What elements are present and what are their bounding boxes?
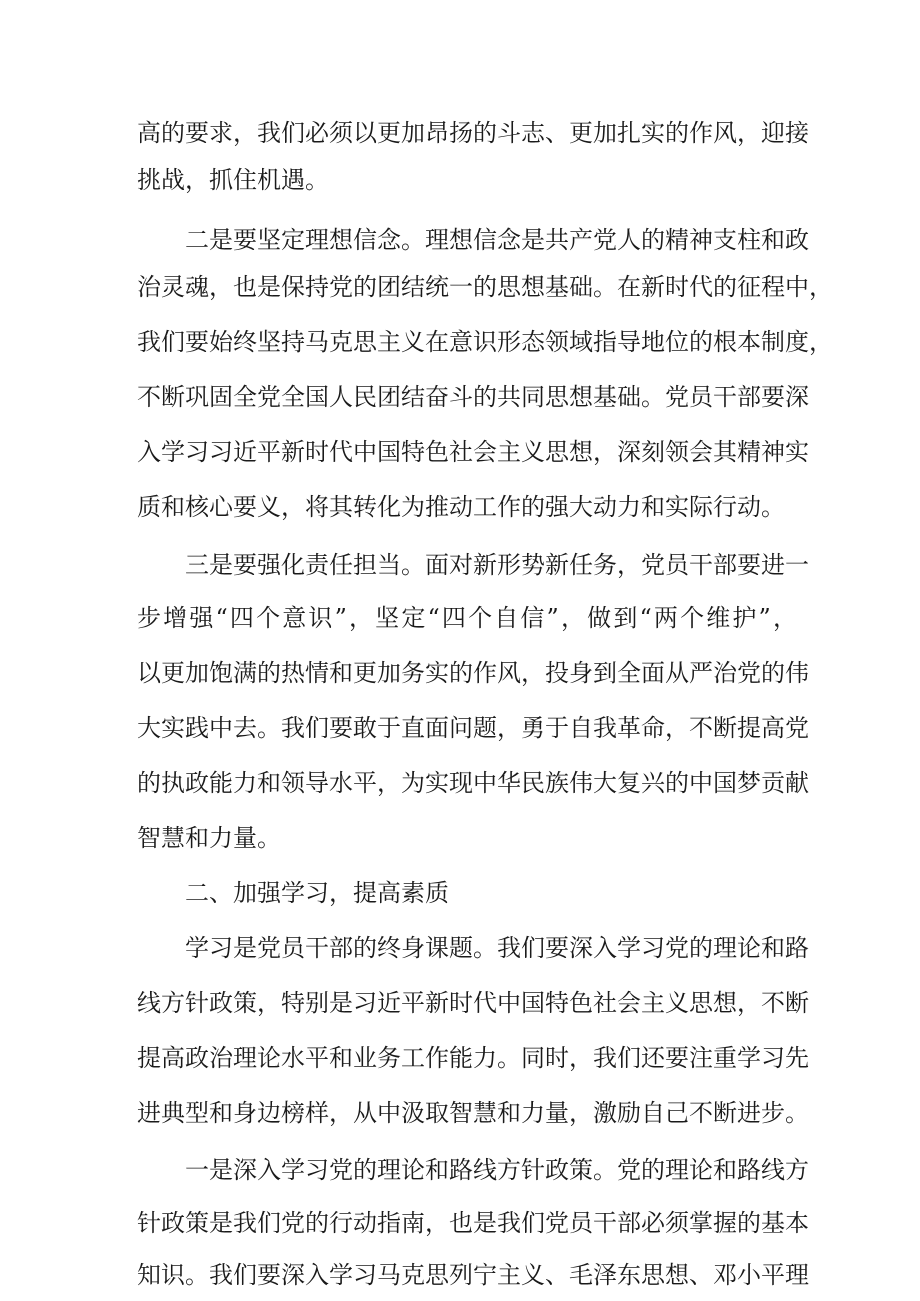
text-line: 一是深入学习党的理论和路线方针政策。党的理论和路线方 <box>185 1156 809 1184</box>
text-line: 治灵魂，也是保持党的团结统一的思想基础。在新时代的征程中， <box>137 273 833 301</box>
text-line: 入学习习近平新时代中国特色社会主义思想，深刻领会其精神实 <box>137 438 809 466</box>
text-line: 学习是党员干部的终身课题。我们要深入学习党的理论和路 <box>185 934 809 962</box>
text-line: 挑战，抓住机遇。 <box>137 166 329 194</box>
text-line: 智慧和力量。 <box>137 824 281 852</box>
text-line: 知识。我们要深入学习马克思列宁主义、毛泽东思想、邓小平理 <box>137 1261 809 1289</box>
text-line: 二是要坚定理想信念。理想信念是共产党人的精神支柱和政 <box>185 226 809 254</box>
text-line: 提高政治理论水平和业务工作能力。同时，我们还要注重学习先 <box>137 1044 809 1072</box>
text-line: 针政策是我们党的行动指南，也是我们党员干部必须掌握的基本 <box>137 1209 809 1237</box>
text-line: 不断巩固全党全国人民团结奋斗的共同思想基础。党员干部要深 <box>137 383 809 411</box>
section-heading: 二、加强学习，提高素质 <box>185 879 449 907</box>
text-line: 大实践中去。我们要敢于直面问题，勇于自我革命，不断提高党 <box>137 714 809 742</box>
text-line: 以更加饱满的热情和更加务实的作风，投身到全面从严治党的伟 <box>137 659 809 687</box>
text-line: 进典型和身边榜样，从中汲取智慧和力量，激励自己不断进步。 <box>137 1099 809 1127</box>
text-line: 三是要强化责任担当。面对新形势新任务，党员干部要进一 <box>185 551 809 579</box>
text-line: 高的要求，我们必须以更加昂扬的斗志、更加扎实的作风，迎接 <box>137 119 809 147</box>
text-line: 我们要始终坚持马克思主义在意识形态领域指导地位的根本制度， <box>137 328 833 356</box>
text-line: 质和核心要义，将其转化为推动工作的强大动力和实际行动。 <box>137 493 785 521</box>
text-line: 步增强“四个意识”，坚定“四个自信”，做到“两个维护”， <box>137 604 797 632</box>
text-line: 线方针政策，特别是习近平新时代中国特色社会主义思想，不断 <box>137 989 809 1017</box>
text-line: 的执政能力和领导水平，为实现中华民族伟大复兴的中国梦贡献 <box>137 769 809 797</box>
